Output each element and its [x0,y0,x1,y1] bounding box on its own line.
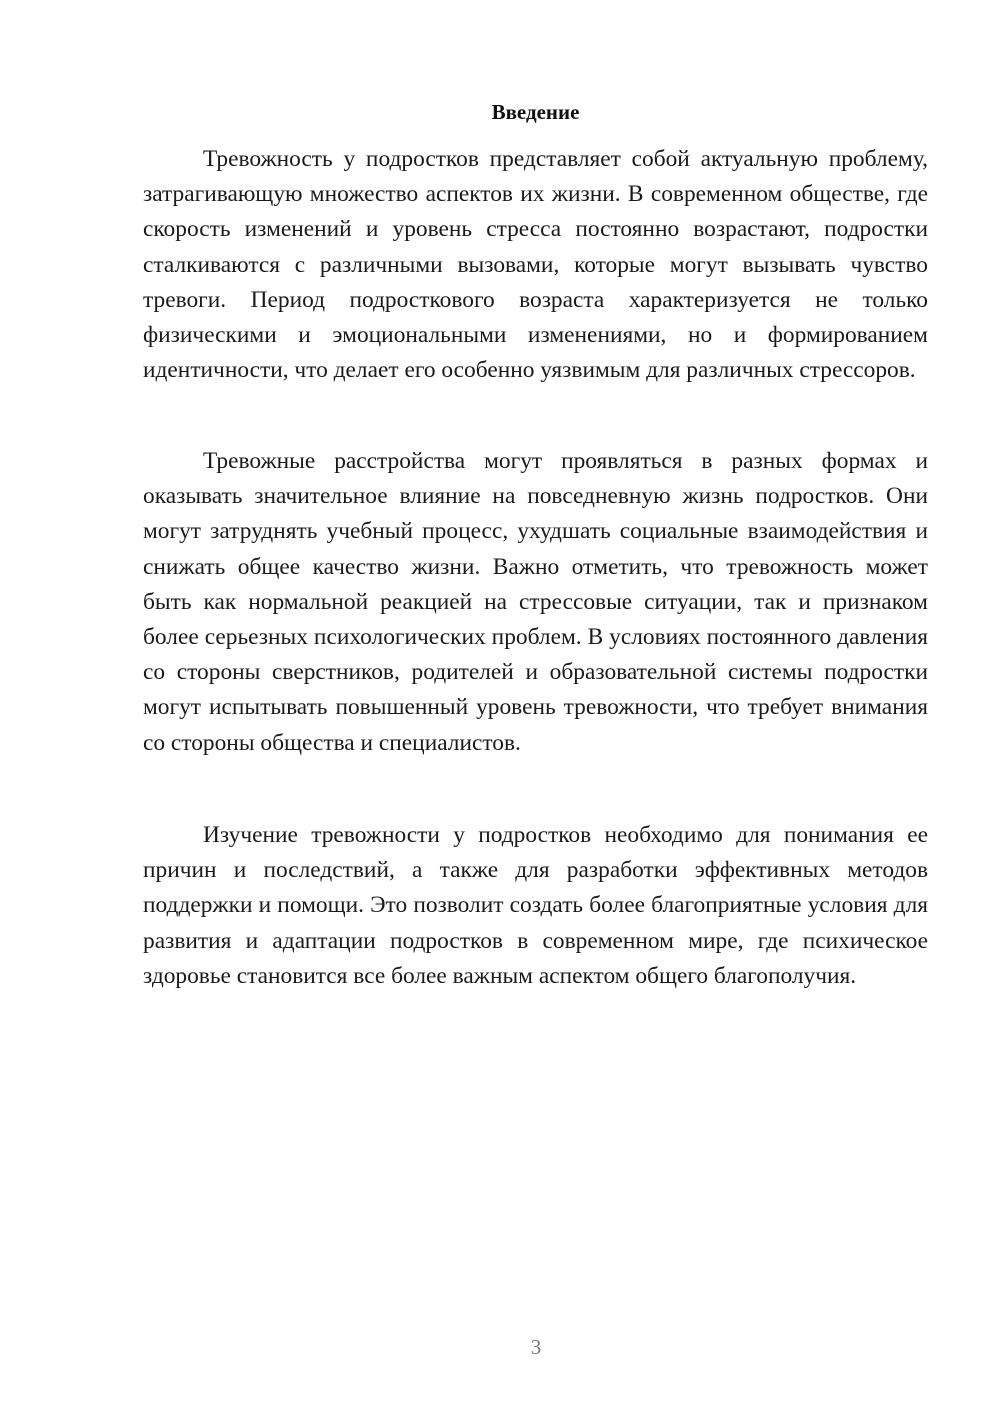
paragraph-1: Тревожность у подростков представляет собой актуальную проблему, затрагивающую множество аспектов их жизни. В современном обществе, где скорость изменений и уровень стресса постоянно возрастают, подростки сталкиваются с различными вызовами, которые могут вызывать чувство тревоги. Период подросткового возраста характеризуется не только физическими и эмоциональными изменениями, но и формированием идентичности, что делает его особенно уязвимым для различных стрессоров. [143,146,928,384]
page-number: 3 [530,1335,542,1359]
paragraph-2: Тревожные расстройства могут проявляться в разных формах и оказывать значительное влияние на повседневную жизнь подростков. Они могут затруднять учебный процесс, ухудшать социальные взаимодействия и снижать общее качество жизни. Важно отметить, что тревожность может быть как нормальной реакцией на стрессовые ситуации, так и признаком более серьезных психологических проблем. В условиях постоянного давления со стороны сверстников, родителей и образовательной системы подростки могут испытывать повышенный уровень тревожности, что требует внимания со стороны общества и специалистов. [143,448,928,756]
paragraph-3: Изучение тревожности у подростков необходимо для понимания ее причин и последствий, а также для разработки эффективных методов поддержки и помощи. Это позволит создать более благоприятные условия для развития и адаптации подростков в современном мире, где психическое здоровье становится все более важным аспектом общего благополучия. [143,822,928,989]
section-heading: Введение [491,100,580,124]
